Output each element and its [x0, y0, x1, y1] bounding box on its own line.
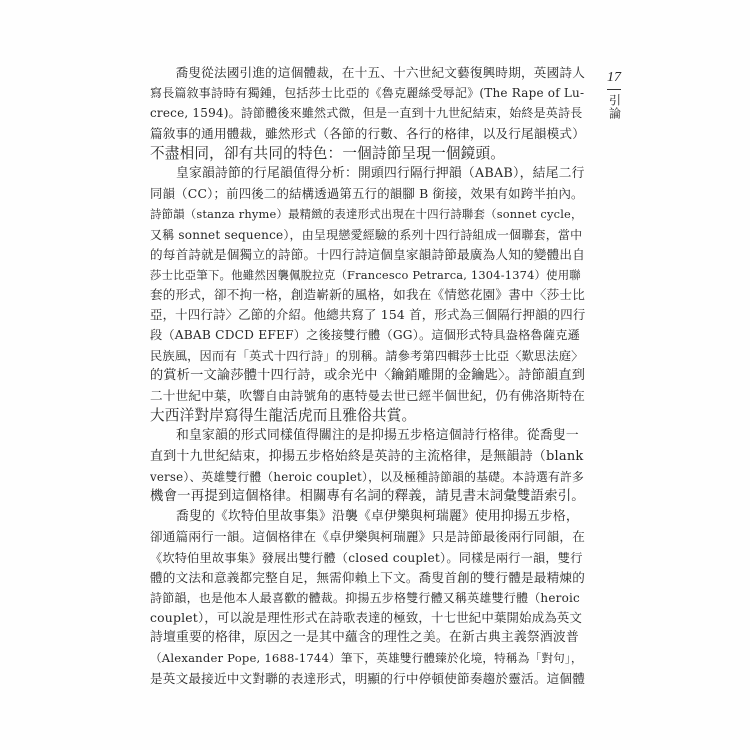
- text-line: （Alexander Pope, 1688-1744）筆下，英雄雙行體臻於化境，特稱為「對句」，: [150, 651, 583, 666]
- text-line: 亞，十四行詩〉乙節的介紹。他總共寫了 154 首，形式為三個隔行押韻的四行: [150, 307, 585, 323]
- text-line: 的賞析一文論莎體十四行詩，或余光中〈鑰銷雕開的金鑰匙〉。詩節韻直到: [150, 367, 585, 383]
- text-line: 套的形式，卻不拘一格，創造嶄新的風格，如我在《情慾花園》書中〈莎士比: [150, 287, 585, 303]
- text-line: 皇家韻詩節的行尾韻值得分析：開頭四行隔行押韻（ABAB），結尾二行: [150, 165, 585, 181]
- text-line: 詩壇重要的格律，原因之一是其中蘊含的理性之美。在新古典主義祭酒波普: [150, 630, 579, 646]
- section-label: 引論: [607, 94, 622, 120]
- text-line: couplet），可以說是理性形式在詩歌表達的極致，十七世紀中葉開始成為英文: [150, 610, 583, 626]
- text-line: 段（ABAB CDCD EFEF）之後接雙行體（GG）。這個形式特具盎格魯薩克遜: [150, 328, 581, 343]
- text-line: 同韻（CC）；前四後二的結構透過第五行的韻腳 B 銜接，效果有如跨半拍內。: [150, 186, 584, 202]
- text-line: verse）、英雄雙行體（heroic couplet），以及極種詩節韻的基礎。本詩選有許多: [150, 469, 585, 484]
- text-line: crece, 1594)。詩節體後來雖然式微，但是一直到十九世紀結束，始終是英詩長: [150, 106, 583, 121]
- text-line: 機會一再提到這個格律。相關專有名詞的釋義，請見書末詞彙雙語索引。: [150, 488, 585, 504]
- text-line: 篇敘事的通用體裁，雖然形式（各節的行數、各行的格律，以及行尾韻模式）: [150, 125, 585, 141]
- text-line: 不盡相同，卻有共同的特色：一個詩節呈現一個鏡頭。: [150, 144, 506, 162]
- running-head: [602, 70, 626, 120]
- text-line: 大西洋對岸寫得生龍活虎而且雅俗共賞。: [150, 407, 417, 425]
- text-line: 和皇家韻的形式同樣值得關注的是抑揚五步格這個詩行格律。從喬叟一: [150, 428, 579, 444]
- text-line: 詩節韻，也是他本人最喜歡的體裁。抑揚五步格雙行體又稱英雄雙行體（heroic: [150, 590, 580, 605]
- text-line: 直到十九世紀結束，抑揚五步格始終是英詩的主流格律，是無韻詩（blank: [150, 448, 584, 464]
- text-line: 喬叟的《坎特伯里故事集》沿襲《卓伊樂與柯瑞麗》使用抑揚五步格，: [150, 509, 579, 525]
- text-line: 喬叟從法國引進的這個體裁，在十五、十六世紀文藝復興時期，英國詩人: [150, 65, 585, 80]
- text-line: 《坎特伯里故事集》發展出雙行體（closed couplet）。同樣是兩行一韻，雙行: [150, 550, 583, 565]
- running-head-rule: [607, 89, 621, 90]
- text-line: 的每首詩就是個獨立的詩節。十四行詩這個皇家韻詩節最廣為人知的變體出自: [150, 246, 585, 262]
- text-line: 莎士比亞筆下。他雖然因襲佩脫拉克（Francesco Petrarca, 1304-1374）使用聯: [150, 267, 581, 282]
- body-text: [150, 63, 585, 689]
- text-line: 民族風，因而有「英式十四行詩」的別稱。請參考第四輯莎士比亞〈歎思法庭〉: [150, 348, 584, 363]
- text-line: 卻通篇兩行一韻。這個格律在《卓伊樂與柯瑞麗》只是詩節最後兩行同韻，在: [150, 529, 585, 545]
- text-line: 又稱 sonnet sequence），由呈現戀愛經驗的系列十四行詩組成一個聯套，當中: [150, 227, 583, 242]
- text-line: 是英文最接近中文對聯的表達形式，明顯的行中停頓使節奏趨於靈活。這個體: [150, 670, 585, 686]
- text-line: 寫長篇敘事詩時有獨鍾，包括莎士比亞的《魯克麗絲受辱記》(The Rape of Lu-: [150, 86, 585, 101]
- text-line: 二十世紀中葉，吹響自由詩號角的惠特曼去世已經半個世紀，仍有佛洛斯特在: [150, 388, 585, 403]
- text-line: 體的文法和意義都完整自足，無需仰賴上下文。喬叟首創的雙行體是最精煉的: [150, 569, 585, 585]
- page-number: 17: [607, 70, 621, 85]
- text-line: 詩節韻（stanza rhyme）最精緻的表達形式出現在十四行詩聯套（sonnet cycle，: [150, 207, 583, 222]
